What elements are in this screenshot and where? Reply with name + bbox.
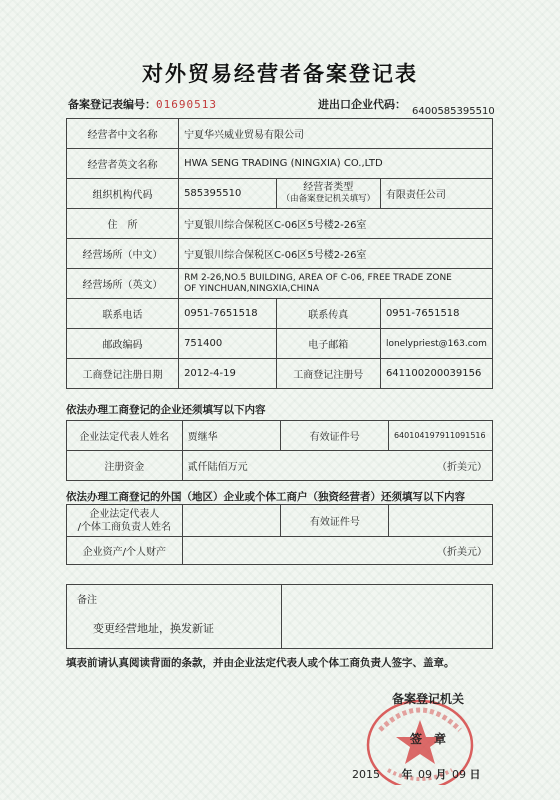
- seal-label: 签 章: [410, 732, 447, 746]
- site-en-value: [179, 269, 493, 299]
- reg-no-row: [68, 96, 217, 112]
- id-label: 有效证件号: [281, 421, 389, 451]
- table-row: [67, 421, 493, 451]
- rep-value: 贾继华: [182, 421, 281, 451]
- id2-value: [389, 505, 493, 537]
- remarks-table: [66, 584, 493, 649]
- table-row: [67, 209, 493, 239]
- assets-unit: （折美元）: [437, 547, 487, 558]
- remarks-label: 备注: [77, 595, 97, 606]
- site-en-line2: OF YINCHUAN,NINGXIA,CHINA: [184, 283, 319, 294]
- postcode-label: 邮政编码: [67, 329, 179, 359]
- email-value: lonelypriest@163.com: [380, 329, 492, 359]
- rep-label: 企业法定代表人姓名: [67, 421, 183, 451]
- address-label: 住 所: [67, 209, 179, 239]
- form-title: 对外贸易经营者备案登记表: [142, 62, 418, 86]
- table-row: [67, 585, 493, 649]
- cn-name-value: 宁夏华兴威业贸易有限公司: [179, 119, 493, 149]
- rep2-value: [182, 505, 281, 537]
- id-value: 640104197911091516: [388, 421, 492, 451]
- date-day-unit: 日: [469, 768, 481, 781]
- reg-date-value: 2012-4-19: [179, 359, 277, 389]
- rep2-label-line2: /个体工商负责人姓名: [77, 521, 172, 533]
- remarks-empty-cell: [281, 585, 492, 649]
- date-year-unit: 年: [401, 768, 413, 781]
- remarks-cell: [67, 585, 282, 649]
- section1-table: [66, 420, 493, 481]
- ie-code-label: 进出口企业代码：: [318, 98, 406, 111]
- table-row: [67, 505, 493, 537]
- section2-heading: 依法办理工商登记的外国（地区）企业或个体工商户（独资经营者）还须填写以下内容: [66, 491, 465, 503]
- table-row: [67, 269, 493, 299]
- date-day: 09: [452, 768, 466, 781]
- rep2-label: [67, 505, 183, 537]
- table-row: [67, 359, 493, 389]
- en-name-label: 经营者英文名称: [67, 149, 179, 179]
- phone-label: 联系电话: [67, 299, 179, 329]
- authority-label: 备案登记机关: [392, 692, 465, 706]
- table-row: [67, 537, 493, 565]
- address-value: 宁夏银川综合保税区C-06区5号楼2-26室: [179, 209, 493, 239]
- site-en-line1: RM 2-26,NO.5 BUILDING, AREA OF C-06, FREE TRADE ZONE: [184, 272, 452, 283]
- type-label-line2: （由备案登记机关填写）: [281, 194, 376, 205]
- table-row: [67, 451, 493, 481]
- org-code-label: 组织机构代码: [67, 179, 179, 209]
- footer-instruction: 填表前请认真阅读背面的条款，并由企业法定代表人或个体工商负责人签字、盖章。: [66, 657, 455, 669]
- org-code-value: 585395510: [179, 179, 277, 209]
- remarks-text: 变更经营地址，换发新证: [93, 622, 214, 635]
- reg-no-value: 01690513: [156, 98, 217, 111]
- table-row: [67, 239, 493, 269]
- rep2-label-line1: 企业法定代表人: [89, 508, 160, 520]
- capital-label: 注册资金: [67, 451, 183, 481]
- table-row: [67, 119, 493, 149]
- site-cn-value: 宁夏银川综合保税区C-06区5号楼2-26室: [179, 239, 493, 269]
- main-info-table: [66, 118, 493, 389]
- section1-heading: 依法办理工商登记的企业还须填写以下内容: [66, 404, 266, 416]
- capital-cell: [182, 451, 492, 481]
- fax-value: 0951-7651518: [380, 299, 492, 329]
- table-row: [67, 149, 493, 179]
- sign-date: [352, 766, 481, 782]
- reg-no-label: 备案登记表编号：: [68, 98, 156, 111]
- table-row: [67, 179, 493, 209]
- table-row: [67, 329, 493, 359]
- reg-num-value: 641100200039156: [380, 359, 492, 389]
- site-cn-label: 经营场所（中文）: [67, 239, 179, 269]
- ie-code-value: 6400585395510: [412, 106, 495, 117]
- type-label: [276, 179, 380, 209]
- assets-label: 企业资产/个人财产: [67, 537, 183, 565]
- type-label-line1: 经营者类型: [303, 181, 354, 193]
- en-name-value: HWA SENG TRADING (NINGXIA) CO.,LTD: [179, 149, 493, 179]
- id2-label: 有效证件号: [281, 505, 389, 537]
- date-year: 2015: [352, 768, 380, 781]
- reg-num-label: 工商登记注册号: [276, 359, 380, 389]
- table-row: [67, 299, 493, 329]
- fax-label: 联系传真: [276, 299, 380, 329]
- section2-table: [66, 504, 493, 565]
- type-value: 有限责任公司: [380, 179, 492, 209]
- capital-value: 贰仟陆佰万元: [187, 462, 248, 473]
- cn-name-label: 经营者中文名称: [67, 119, 179, 149]
- phone-value: 0951-7651518: [179, 299, 277, 329]
- postcode-value: 751400: [179, 329, 277, 359]
- email-label: 电子邮箱: [276, 329, 380, 359]
- assets-cell: [182, 537, 492, 565]
- reg-date-label: 工商登记注册日期: [67, 359, 179, 389]
- site-en-label: 经营场所（英文）: [67, 269, 179, 299]
- date-month: 09: [418, 768, 432, 781]
- date-month-unit: 月: [435, 768, 447, 781]
- capital-unit: （折美元）: [437, 462, 487, 473]
